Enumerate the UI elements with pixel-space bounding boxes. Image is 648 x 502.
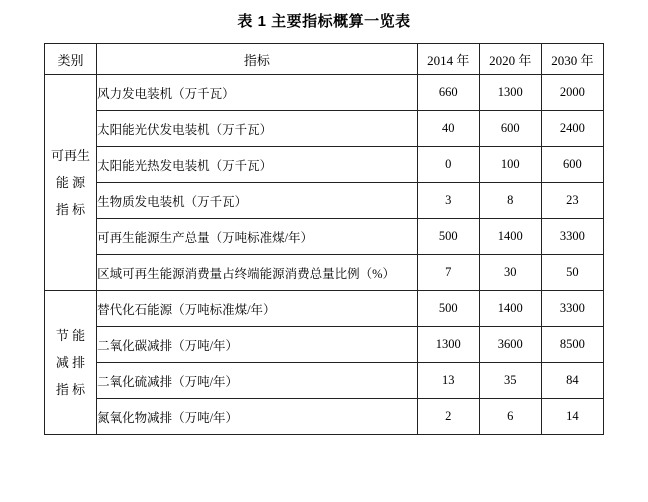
value-2030: 14 bbox=[541, 399, 603, 435]
value-2020: 30 bbox=[479, 255, 541, 291]
indicator-label: 氮氧化物减排（万吨/年） bbox=[97, 399, 418, 435]
header-year-2030: 2030 年 bbox=[541, 44, 603, 75]
table-row bbox=[45, 291, 604, 327]
value-2014: 40 bbox=[417, 111, 479, 147]
value-2030: 600 bbox=[541, 147, 603, 183]
value-2020: 8 bbox=[479, 183, 541, 219]
value-2020: 1300 bbox=[479, 75, 541, 111]
value-2014: 0 bbox=[417, 147, 479, 183]
table-row bbox=[45, 219, 604, 255]
header-category: 类别 bbox=[45, 44, 97, 75]
value-2030: 8500 bbox=[541, 327, 603, 363]
table-row bbox=[45, 363, 604, 399]
category-line: 指 标 bbox=[55, 382, 86, 398]
indicator-label: 可再生能源生产总量（万吨标准煤/年） bbox=[97, 219, 418, 255]
value-2030: 3300 bbox=[541, 219, 603, 255]
value-2030: 23 bbox=[541, 183, 603, 219]
indicator-label: 风力发电装机（万千瓦） bbox=[97, 75, 418, 111]
value-2030: 3300 bbox=[541, 291, 603, 327]
category-line: 可再生 bbox=[51, 147, 91, 163]
value-2014: 2 bbox=[417, 399, 479, 435]
value-2014: 3 bbox=[417, 183, 479, 219]
value-2014: 500 bbox=[417, 291, 479, 327]
value-2030: 2000 bbox=[541, 75, 603, 111]
category-line: 指 标 bbox=[55, 202, 86, 218]
category-line: 能 源 bbox=[55, 174, 86, 190]
category-renewable-energy bbox=[45, 75, 97, 291]
value-2020: 600 bbox=[479, 111, 541, 147]
table-row bbox=[45, 183, 604, 219]
value-2020: 6 bbox=[479, 399, 541, 435]
value-2014: 500 bbox=[417, 219, 479, 255]
page-title: 表 1 主要指标概算一览表 bbox=[237, 13, 411, 30]
value-2014: 1300 bbox=[417, 327, 479, 363]
value-2030: 50 bbox=[541, 255, 603, 291]
table-row bbox=[45, 111, 604, 147]
header-indicator: 指标 bbox=[97, 44, 418, 75]
table-row bbox=[45, 327, 604, 363]
indicator-label: 替代化石能源（万吨标准煤/年） bbox=[97, 291, 418, 327]
value-2030: 2400 bbox=[541, 111, 603, 147]
value-2014: 13 bbox=[417, 363, 479, 399]
value-2020: 100 bbox=[479, 147, 541, 183]
value-2020: 1400 bbox=[479, 291, 541, 327]
table-row bbox=[45, 399, 604, 435]
value-2020: 3600 bbox=[479, 327, 541, 363]
value-2030: 84 bbox=[541, 363, 603, 399]
category-line: 减 排 bbox=[55, 354, 86, 370]
indicator-summary-table bbox=[44, 43, 604, 435]
table-row bbox=[45, 75, 604, 111]
indicator-label: 二氧化碳减排（万吨/年） bbox=[97, 327, 418, 363]
header-year-2014: 2014 年 bbox=[417, 44, 479, 75]
category-energy-saving bbox=[45, 291, 97, 435]
indicator-label: 生物质发电装机（万千瓦） bbox=[97, 183, 418, 219]
indicator-label: 太阳能光伏发电装机（万千瓦） bbox=[97, 111, 418, 147]
value-2014: 7 bbox=[417, 255, 479, 291]
value-2020: 1400 bbox=[479, 219, 541, 255]
table-row bbox=[45, 255, 604, 291]
indicator-label: 太阳能光热发电装机（万千瓦） bbox=[97, 147, 418, 183]
table-header-row bbox=[45, 44, 604, 75]
table-row bbox=[45, 147, 604, 183]
value-2014: 660 bbox=[417, 75, 479, 111]
header-year-2020: 2020 年 bbox=[479, 44, 541, 75]
indicator-label: 二氧化硫减排（万吨/年） bbox=[97, 363, 418, 399]
indicator-label: 区域可再生能源消费量占终端能源消费总量比例（%） bbox=[97, 255, 418, 291]
value-2020: 35 bbox=[479, 363, 541, 399]
category-line: 节 能 bbox=[55, 327, 86, 343]
